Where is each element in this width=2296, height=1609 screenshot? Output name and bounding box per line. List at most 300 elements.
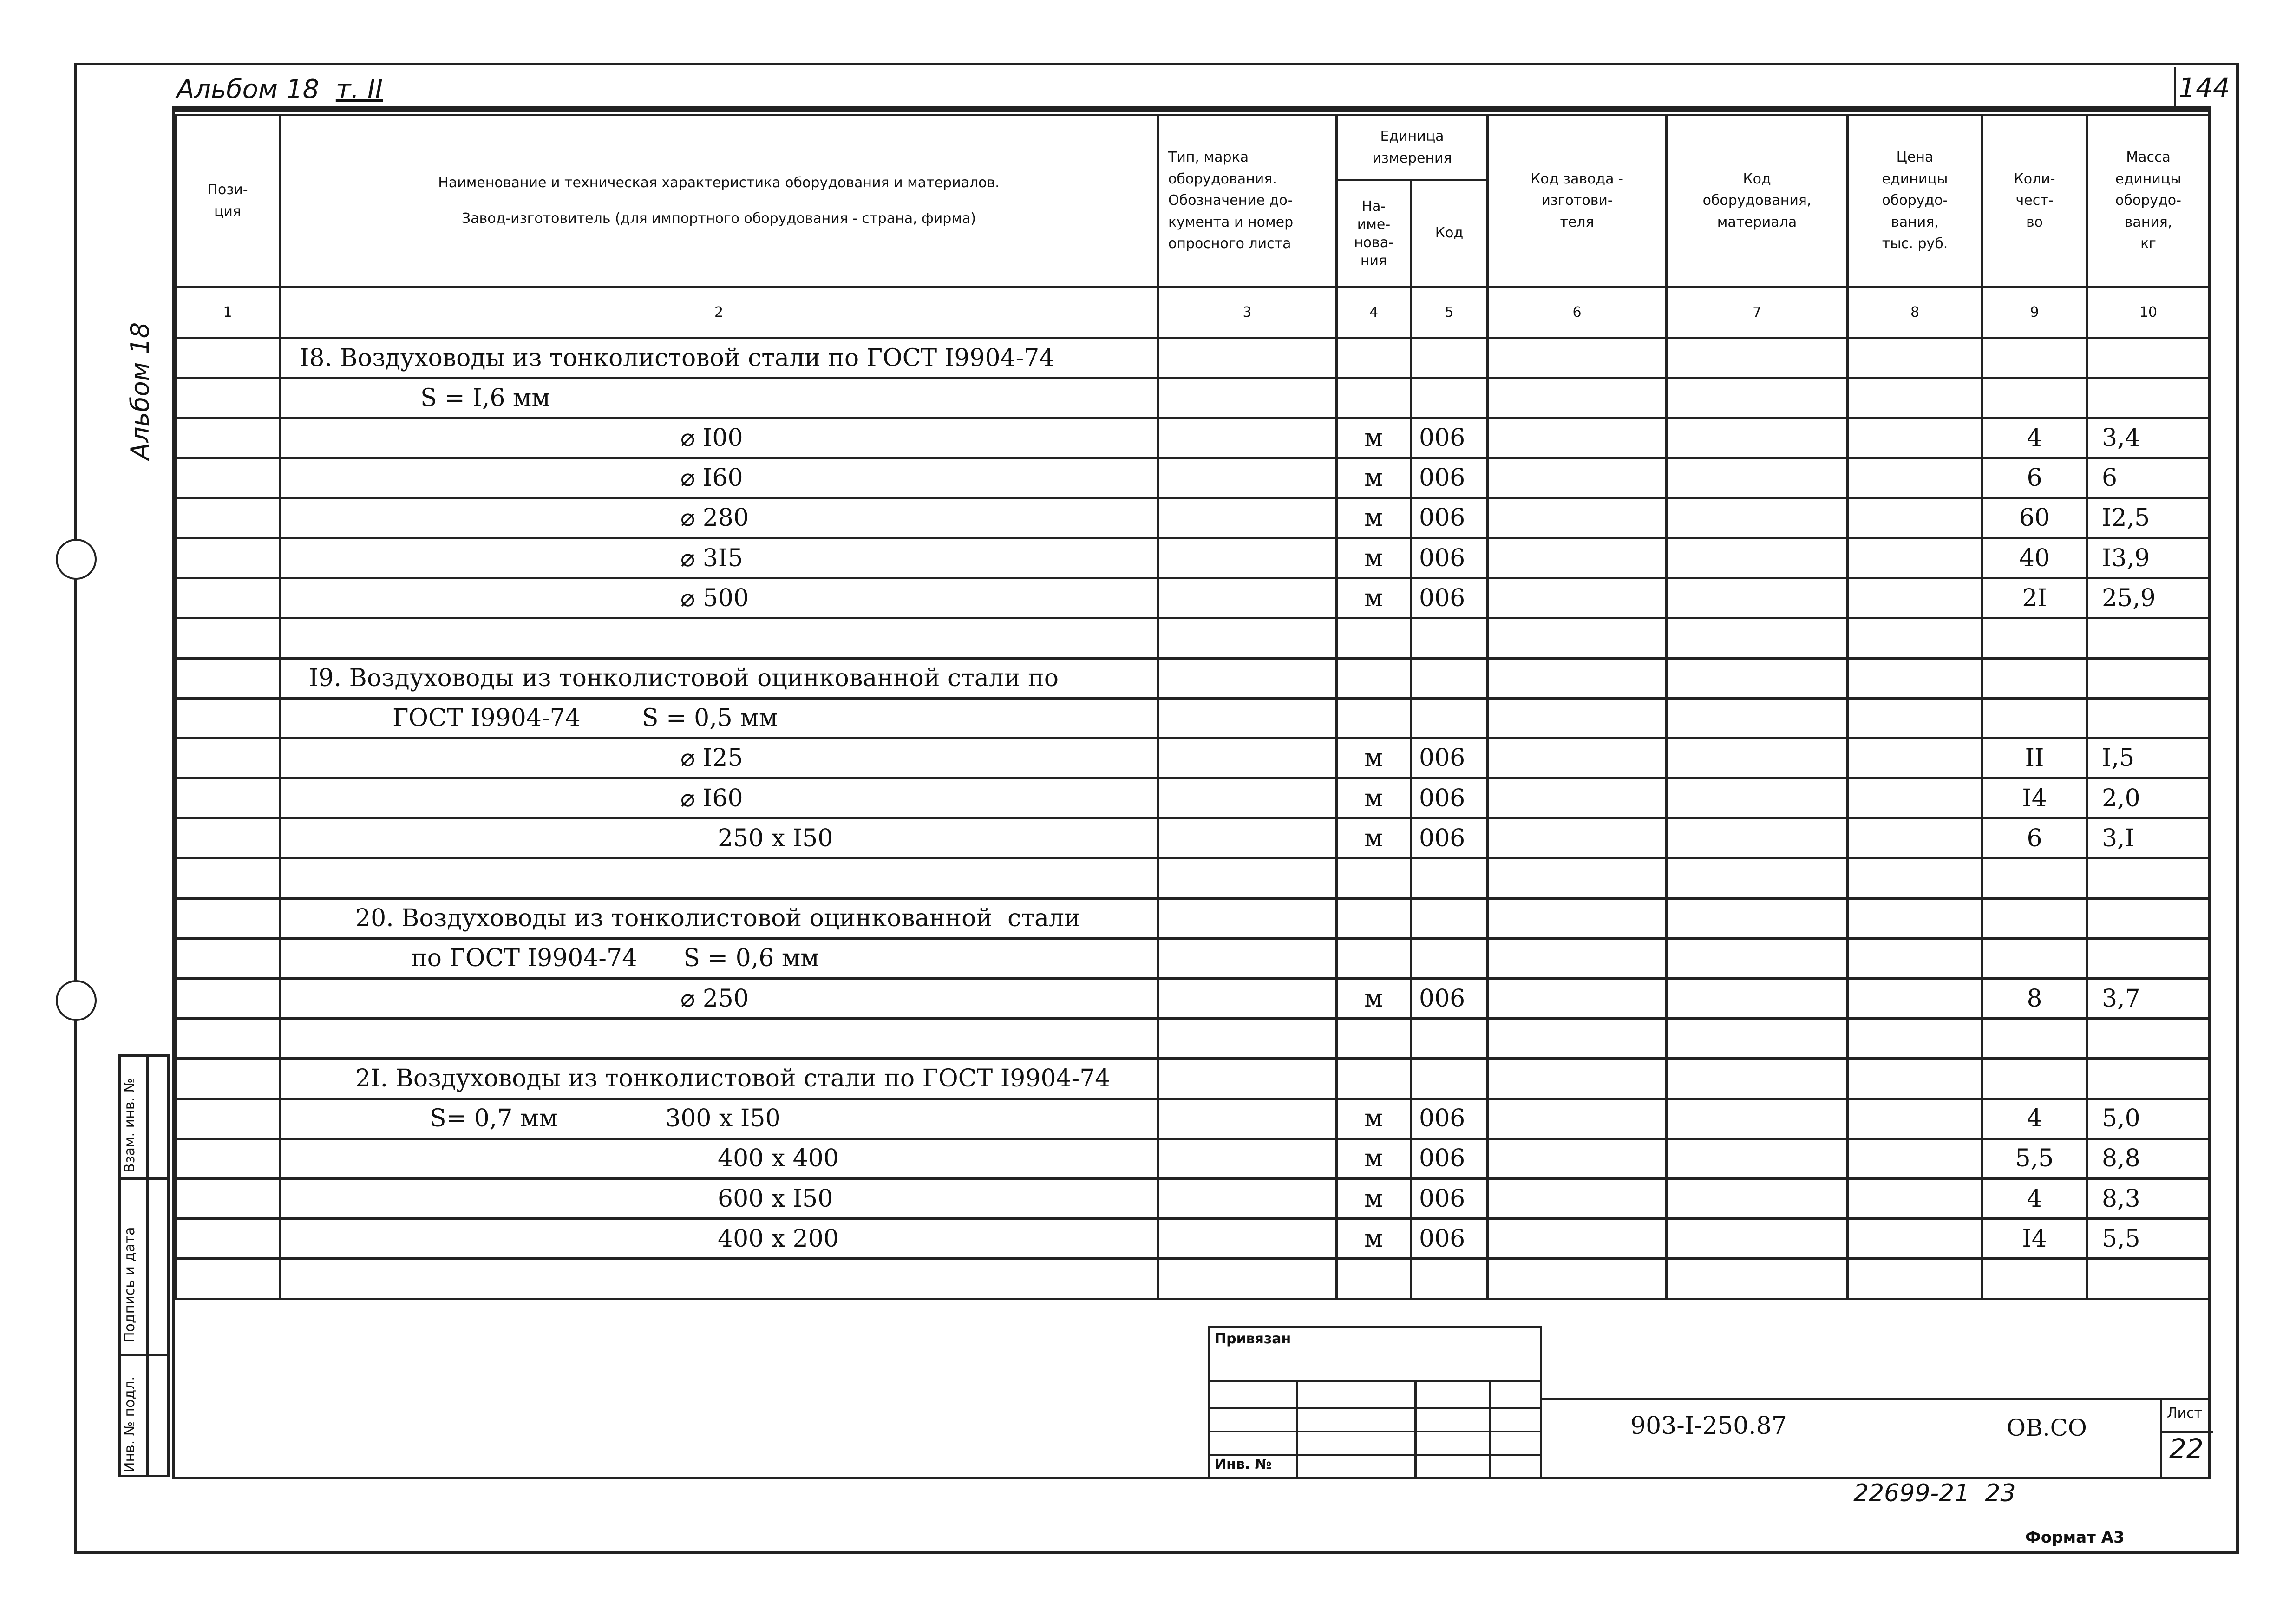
cell-position (176, 778, 280, 818)
cell-factory-code (1488, 1178, 1667, 1218)
cell-mass: 2,0 (2087, 778, 2210, 818)
cell-equipment-code (1667, 618, 1848, 658)
cell-price (1848, 1019, 1982, 1059)
cell-name: ⌀ 500 (280, 578, 1158, 618)
table-row (176, 418, 2210, 458)
cell-mass (2087, 1019, 2210, 1059)
cell-position (176, 1219, 280, 1259)
cell-type (1158, 338, 1337, 378)
cell-position (176, 698, 280, 738)
cell-name: ⌀ I60 (280, 778, 1158, 818)
cell-unit-code (1411, 858, 1488, 898)
cell-mass: I,5 (2087, 738, 2210, 778)
cell-unit: м (1337, 1178, 1411, 1218)
privyazan-label: Привязан (1215, 1331, 1291, 1347)
format-label: Формат А3 (2025, 1528, 2125, 1547)
cell-position (176, 618, 280, 658)
cell-unit (1337, 378, 1411, 418)
cell-unit: м (1337, 1138, 1411, 1178)
cell-equipment-code (1667, 818, 1848, 858)
cell-position (176, 378, 280, 418)
table-row (176, 378, 2210, 418)
table-row (176, 818, 2210, 858)
cell-unit (1337, 1019, 1411, 1059)
cell-quantity (1982, 938, 2087, 978)
cell-unit (1337, 338, 1411, 378)
cell-quantity: I4 (1982, 1219, 2087, 1259)
cell-name (280, 858, 1158, 898)
cell-unit: м (1337, 778, 1411, 818)
cell-price (1848, 418, 1982, 458)
cell-position (176, 979, 280, 1019)
table-row (176, 1059, 2210, 1099)
cell-position (176, 1138, 280, 1178)
cell-quantity: 5,5 (1982, 1138, 2087, 1178)
cell-factory-code (1488, 898, 1667, 938)
cell-unit-code: 006 (1411, 498, 1488, 538)
cell-name: 250 x I50 (280, 818, 1158, 858)
header-factory-code: Код завода - изготови- теля (1531, 170, 1623, 230)
cell-equipment-code (1667, 1178, 1848, 1218)
header-unit-code: Код (1435, 225, 1464, 242)
cell-mass (2087, 378, 2210, 418)
cell-unit: м (1337, 979, 1411, 1019)
cell-price (1848, 778, 1982, 818)
header-mass: Масса единицы оборудо- вания, кг (2115, 149, 2181, 252)
cell-price (1848, 658, 1982, 698)
document-designation: 903-I-250.87 (1630, 1412, 1787, 1440)
cell-equipment-code (1667, 1219, 1848, 1259)
cell-name: 20. Воздуховоды из тонколистовой оцинкованной стали (280, 898, 1158, 938)
cell-type (1158, 658, 1337, 698)
cell-unit: м (1337, 458, 1411, 498)
cell-factory-code (1488, 979, 1667, 1019)
cell-factory-code (1488, 778, 1667, 818)
cell-unit (1337, 1059, 1411, 1099)
cell-unit: м (1337, 1219, 1411, 1259)
col-number: 8 (1848, 287, 1982, 338)
cell-unit-code (1411, 618, 1488, 658)
table-row (176, 578, 2210, 618)
cell-price (1848, 498, 1982, 538)
cell-name (280, 1019, 1158, 1059)
header-equipment-code: Код оборудования, материала (1702, 170, 1812, 230)
cell-unit-code: 006 (1411, 538, 1488, 578)
cell-price (1848, 858, 1982, 898)
cell-quantity (1982, 1059, 2087, 1099)
cell-quantity: 6 (1982, 458, 2087, 498)
cell-type (1158, 378, 1337, 418)
cell-factory-code (1488, 378, 1667, 418)
table-row (176, 498, 2210, 538)
cell-equipment-code (1667, 338, 1848, 378)
cell-quantity (1982, 698, 2087, 738)
cell-mass: 5,0 (2087, 1099, 2210, 1138)
cell-quantity: 2I (1982, 578, 2087, 618)
cell-mass (2087, 698, 2210, 738)
cell-position (176, 458, 280, 498)
cell-price (1848, 1178, 1982, 1218)
cell-type (1158, 818, 1337, 858)
cell-unit-code (1411, 1019, 1488, 1059)
table-row (176, 1178, 2210, 1218)
cell-unit-code: 006 (1411, 458, 1488, 498)
cell-position (176, 1019, 280, 1059)
cell-type (1158, 1178, 1337, 1218)
cell-mass (2087, 658, 2210, 698)
cell-quantity: 4 (1982, 418, 2087, 458)
volume-label: т. II (335, 74, 383, 105)
cell-mass: 3,7 (2087, 979, 2210, 1019)
table-row (176, 858, 2210, 898)
binding-hole-bottom (56, 980, 97, 1021)
table-row (176, 698, 2210, 738)
cell-unit (1337, 938, 1411, 978)
table-row (176, 1019, 2210, 1059)
cell-quantity (1982, 618, 2087, 658)
page-number: 144 (2178, 72, 2230, 104)
cell-equipment-code (1667, 979, 1848, 1019)
cell-unit: м (1337, 578, 1411, 618)
cell-position (176, 498, 280, 538)
col-number: 9 (1982, 287, 2087, 338)
cell-price (1848, 698, 1982, 738)
cell-position (176, 658, 280, 698)
col-number: 10 (2087, 287, 2210, 338)
cell-name: ⌀ I25 (280, 738, 1158, 778)
spec-header (174, 114, 2211, 339)
cell-mass (2087, 1059, 2210, 1099)
cell-type (1158, 938, 1337, 978)
header-name: Наименование и техническая характеристика оборудования и материалов. (438, 175, 1000, 191)
inventory-label: Инв. № (1215, 1456, 1272, 1472)
cell-unit-code: 006 (1411, 1099, 1488, 1138)
cell-mass: 3,I (2087, 818, 2210, 858)
table-row (176, 1259, 2210, 1299)
cell-equipment-code (1667, 1259, 1848, 1299)
cell-name: 400 x 400 (280, 1138, 1158, 1178)
cell-unit (1337, 618, 1411, 658)
col-number: 6 (1488, 287, 1667, 338)
cell-factory-code (1488, 418, 1667, 458)
cell-factory-code (1488, 738, 1667, 778)
col-number: 5 (1411, 287, 1488, 338)
table-row (176, 778, 2210, 818)
cell-unit-code: 006 (1411, 1138, 1488, 1178)
cell-factory-code (1488, 1259, 1667, 1299)
table-row (176, 979, 2210, 1019)
cell-unit-code: 006 (1411, 979, 1488, 1019)
cell-type (1158, 778, 1337, 818)
cell-factory-code (1488, 858, 1667, 898)
cell-quantity (1982, 898, 2087, 938)
cell-price (1848, 1059, 1982, 1099)
sheet-number: 22 (2169, 1433, 2204, 1465)
cell-mass (2087, 938, 2210, 978)
cell-price (1848, 618, 1982, 658)
cell-type (1158, 979, 1337, 1019)
cell-position (176, 1099, 280, 1138)
table-row (176, 538, 2210, 578)
cell-type (1158, 1019, 1337, 1059)
header-manufacturer: Завод-изготовитель (для импортного оборудования - страна, фирма) (461, 210, 976, 227)
cell-price (1848, 458, 1982, 498)
table-row (176, 738, 2210, 778)
cell-position (176, 938, 280, 978)
cell-equipment-code (1667, 778, 1848, 818)
cell-quantity: 4 (1982, 1099, 2087, 1138)
cell-quantity: 4 (1982, 1178, 2087, 1218)
cell-mass: 5,5 (2087, 1219, 2210, 1259)
col-number: 3 (1158, 287, 1337, 338)
header-quantity: Коли- чест- во (2014, 170, 2055, 230)
cell-mass: 8,8 (2087, 1138, 2210, 1178)
col-number: 4 (1337, 287, 1411, 338)
cell-factory-code (1488, 658, 1667, 698)
cell-type (1158, 498, 1337, 538)
side-field-signature: Подпись и дата (122, 1227, 138, 1342)
cell-price (1848, 538, 1982, 578)
side-field-inventory: Инв. № подл. (122, 1376, 138, 1472)
cell-type (1158, 1259, 1337, 1299)
header-price: Цена единицы оборудо- вания, тыс. руб. (1882, 149, 1948, 252)
cell-equipment-code (1667, 1059, 1848, 1099)
cell-equipment-code (1667, 498, 1848, 538)
cell-factory-code (1488, 578, 1667, 618)
cell-name: S = I,6 мм (280, 378, 1158, 418)
cell-equipment-code (1667, 738, 1848, 778)
header-position: Пози- ция (207, 182, 248, 220)
title-block (1542, 1398, 2211, 1482)
table-row (176, 1099, 2210, 1138)
cell-position (176, 1178, 280, 1218)
cell-position (176, 538, 280, 578)
cell-type (1158, 538, 1337, 578)
cell-position (176, 898, 280, 938)
cell-position (176, 858, 280, 898)
cell-mass (2087, 338, 2210, 378)
cell-equipment-code (1667, 898, 1848, 938)
cell-position (176, 578, 280, 618)
cell-unit-code (1411, 1059, 1488, 1099)
cell-factory-code (1488, 458, 1667, 498)
cell-quantity: 60 (1982, 498, 2087, 538)
cell-unit (1337, 858, 1411, 898)
cell-quantity: 8 (1982, 979, 2087, 1019)
cell-factory-code (1488, 938, 1667, 978)
cell-quantity: I4 (1982, 778, 2087, 818)
cell-mass (2087, 858, 2210, 898)
cell-unit: м (1337, 498, 1411, 538)
cell-unit (1337, 1259, 1411, 1299)
cell-type (1158, 738, 1337, 778)
cell-unit: м (1337, 1099, 1411, 1138)
cell-factory-code (1488, 1099, 1667, 1138)
cell-unit (1337, 658, 1411, 698)
cell-unit-code: 006 (1411, 778, 1488, 818)
cell-mass: 8,3 (2087, 1178, 2210, 1218)
cell-mass (2087, 898, 2210, 938)
cell-position (176, 818, 280, 858)
cell-mass: 25,9 (2087, 578, 2210, 618)
cell-equipment-code (1667, 938, 1848, 978)
cell-name: I9. Воздуховоды из тонколистовой оцинкованной стали по (280, 658, 1158, 698)
cell-name: ⌀ I00 (280, 418, 1158, 458)
cell-factory-code (1488, 1219, 1667, 1259)
cell-factory-code (1488, 1019, 1667, 1059)
side-field-replace: Взам. инв. № (122, 1078, 138, 1173)
binding-hole-top (56, 539, 97, 580)
cell-unit-code (1411, 938, 1488, 978)
cell-unit (1337, 698, 1411, 738)
cell-price (1848, 938, 1982, 978)
cell-position (176, 418, 280, 458)
cell-unit-code (1411, 698, 1488, 738)
cell-quantity: 6 (1982, 818, 2087, 858)
cell-equipment-code (1667, 378, 1848, 418)
cell-type (1158, 1099, 1337, 1138)
cell-quantity (1982, 858, 2087, 898)
cell-name: по ГОСТ I9904-74 S = 0,6 мм (280, 938, 1158, 978)
cell-type (1158, 578, 1337, 618)
cell-factory-code (1488, 498, 1667, 538)
cell-quantity (1982, 658, 2087, 698)
archive-number: 22699-21 23 (1853, 1479, 2016, 1507)
header-unit-name: На- име- нова- ния (1354, 198, 1393, 269)
cell-position (176, 1259, 280, 1299)
cell-name (280, 1259, 1158, 1299)
cell-position (176, 1059, 280, 1099)
title-underline (172, 106, 2211, 109)
cell-mass (2087, 618, 2210, 658)
cell-name: ⌀ 280 (280, 498, 1158, 538)
col-number: 7 (1667, 287, 1848, 338)
section-code: ОВ.СО (2007, 1414, 2087, 1441)
cell-mass: I2,5 (2087, 498, 2210, 538)
sheet-label: Лист (2167, 1405, 2203, 1421)
cell-factory-code (1488, 698, 1667, 738)
cell-unit-code: 006 (1411, 738, 1488, 778)
cell-price (1848, 898, 1982, 938)
cell-price (1848, 378, 1982, 418)
cell-quantity (1982, 1019, 2087, 1059)
cell-type (1158, 1059, 1337, 1099)
cell-factory-code (1488, 1059, 1667, 1099)
cell-price (1848, 1099, 1982, 1138)
cell-name (280, 618, 1158, 658)
cell-mass: I3,9 (2087, 538, 2210, 578)
cell-unit: м (1337, 538, 1411, 578)
table-row (176, 618, 2210, 658)
cell-equipment-code (1667, 578, 1848, 618)
cell-price (1848, 738, 1982, 778)
col-number: 2 (280, 287, 1158, 338)
cell-type (1158, 418, 1337, 458)
col-number: 1 (176, 287, 280, 338)
cell-name: ⌀ I60 (280, 458, 1158, 498)
cell-position (176, 738, 280, 778)
cell-price (1848, 338, 1982, 378)
cell-mass (2087, 1259, 2210, 1299)
cell-type (1158, 698, 1337, 738)
cell-unit (1337, 898, 1411, 938)
table-row (176, 338, 2210, 378)
cell-factory-code (1488, 1138, 1667, 1178)
cell-equipment-code (1667, 698, 1848, 738)
cell-position (176, 338, 280, 378)
cell-factory-code (1488, 818, 1667, 858)
cell-price (1848, 818, 1982, 858)
cell-type (1158, 858, 1337, 898)
cell-unit: м (1337, 738, 1411, 778)
cell-name: S= 0,7 мм 300 x I50 (280, 1099, 1158, 1138)
cell-quantity: II (1982, 738, 2087, 778)
table-row (176, 1138, 2210, 1178)
cell-name: 600 x I50 (280, 1178, 1158, 1218)
spec-body (174, 337, 2211, 1300)
table-row (176, 458, 2210, 498)
cell-unit-code (1411, 898, 1488, 938)
cell-price (1848, 1259, 1982, 1299)
cell-name: ⌀ 3I5 (280, 538, 1158, 578)
cell-unit-code (1411, 378, 1488, 418)
cell-unit-code: 006 (1411, 418, 1488, 458)
cell-quantity (1982, 1259, 2087, 1299)
cell-price (1848, 1138, 1982, 1178)
cell-equipment-code (1667, 538, 1848, 578)
cell-equipment-code (1667, 418, 1848, 458)
cell-unit-code (1411, 1259, 1488, 1299)
cell-equipment-code (1667, 1019, 1848, 1059)
cell-quantity: 40 (1982, 538, 2087, 578)
album-label: Альбом 18 т. II (177, 74, 383, 105)
table-row (176, 938, 2210, 978)
cell-unit-code: 006 (1411, 578, 1488, 618)
cell-unit-code: 006 (1411, 1219, 1488, 1259)
cell-unit-code: 006 (1411, 1178, 1488, 1218)
cell-price (1848, 1219, 1982, 1259)
cell-unit-code (1411, 338, 1488, 378)
cell-type (1158, 458, 1337, 498)
side-album-label: Альбом 18 (125, 322, 155, 460)
cell-name: 400 x 200 (280, 1219, 1158, 1259)
cell-unit: м (1337, 418, 1411, 458)
cell-mass: 6 (2087, 458, 2210, 498)
cell-equipment-code (1667, 1138, 1848, 1178)
cell-type (1158, 1138, 1337, 1178)
cell-unit-code (1411, 658, 1488, 698)
cell-type (1158, 1219, 1337, 1259)
cell-unit-code: 006 (1411, 818, 1488, 858)
cell-name: I8. Воздуховоды из тонколистовой стали по ГОСТ I9904-74 (280, 338, 1158, 378)
cell-name: ГОСТ I9904-74 S = 0,5 мм (280, 698, 1158, 738)
cell-name: ⌀ 250 (280, 979, 1158, 1019)
cell-type (1158, 898, 1337, 938)
cell-price (1848, 979, 1982, 1019)
table-row (176, 898, 2210, 938)
cell-factory-code (1488, 618, 1667, 658)
header-unit: Единица измерения (1372, 128, 1452, 166)
cell-name: 2I. Воздуховоды из тонколистовой стали по ГОСТ I9904-74 (280, 1059, 1158, 1099)
cell-equipment-code (1667, 658, 1848, 698)
table-row (176, 658, 2210, 698)
cell-factory-code (1488, 338, 1667, 378)
cell-price (1848, 578, 1982, 618)
cell-equipment-code (1667, 1099, 1848, 1138)
table-row (176, 1219, 2210, 1259)
cell-quantity (1982, 338, 2087, 378)
cell-quantity (1982, 378, 2087, 418)
